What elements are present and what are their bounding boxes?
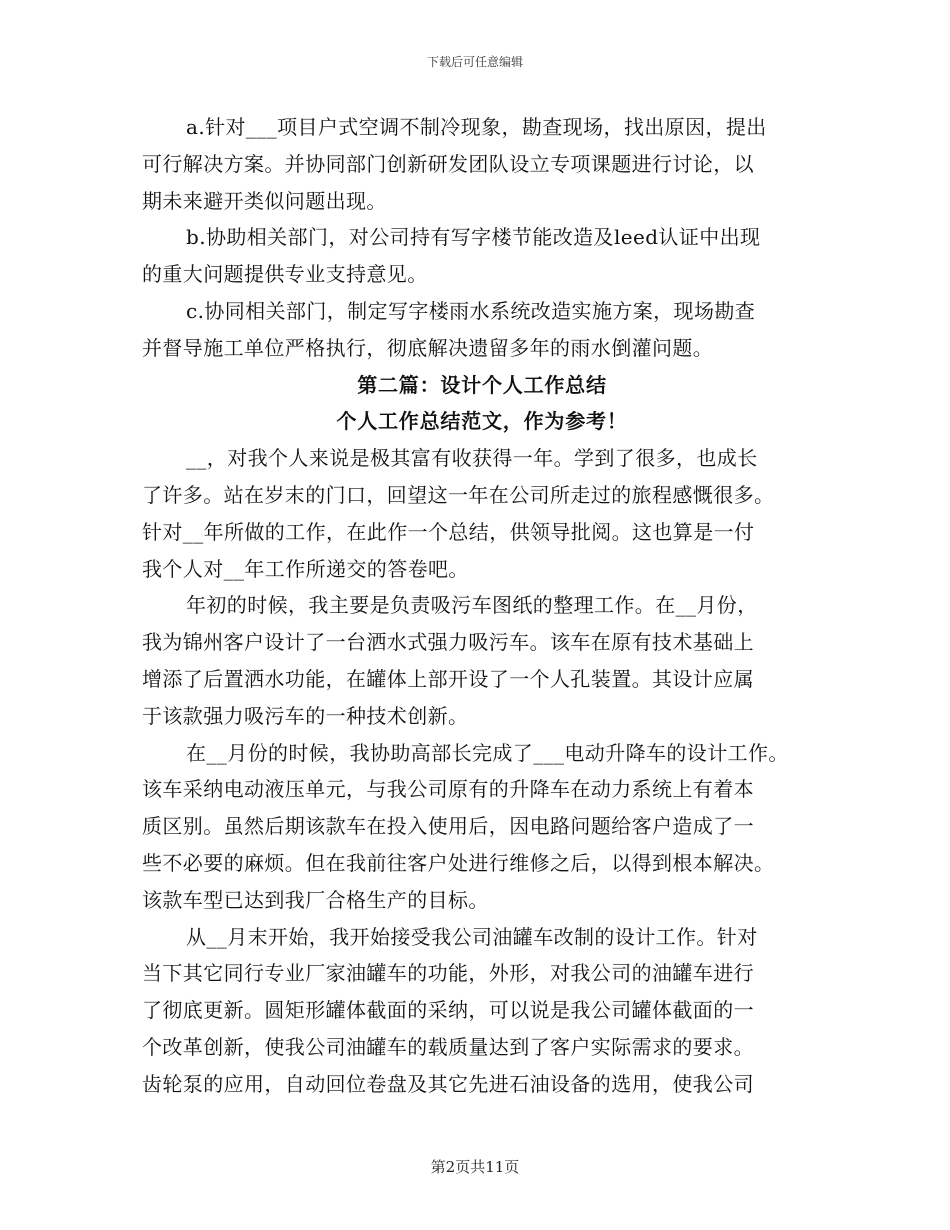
text-line: 在__月份的时候，我协助高部长完成了___电动升降车的设计工作。 — [186, 740, 789, 765]
text-line: 的重大问题提供专业支持意见。 — [142, 262, 428, 287]
text-line: 年初的时候，我主要是负责吸污车图纸的整理工作。在__月份， — [186, 593, 758, 618]
section-title: 第二篇：设计个人工作总结 — [357, 372, 607, 397]
text-line: 些不必要的麻烦。但在我前往客户处进行维修之后，以得到根本解决。 — [142, 850, 775, 875]
paragraph-c — [142, 293, 822, 367]
text-line: 质区别。虽然后期该款车在投入使用后，因电路问题给客户造成了一 — [142, 814, 754, 839]
body-paragraph-3 — [142, 735, 822, 919]
text-line: a.针对___项目户式空调不制冷现象，勘查现场，找出原因，提出 — [186, 115, 767, 139]
text-line: 当下其它同行专业厂家油罐车的功能，外形，对我公司的油罐车进行 — [142, 961, 754, 986]
text-line: 齿轮泵的应用，自动回位卷盘及其它先进石油设备的选用，使我公司 — [142, 1071, 754, 1096]
text-line: 期未来避开类似问题出现。 — [142, 188, 387, 213]
body-paragraph-1 — [142, 440, 822, 587]
text-line: __，对我个人来说是极其富有收获得一年。学到了很多，也成长 — [186, 446, 758, 471]
text-line: 该车采纳电动液压单元，与我公司原有的升降车在动力系统上有着本 — [142, 777, 754, 802]
text-line: 从__月末开始，我开始接受我公司油罐车改制的设计工作。针对 — [186, 924, 758, 949]
text-line: 可行解决方案。并协同部门创新研发团队设立专项课题进行讨论，以 — [142, 151, 754, 176]
page-header: 下载后可任意编辑 — [426, 55, 523, 69]
text-line: 于该款强力吸污车的一种技术创新。 — [142, 703, 469, 728]
section-subtitle: 个人工作总结范文，作为参考！ — [336, 409, 628, 434]
paragraph-a — [142, 109, 822, 219]
text-line: 了许多。站在岁末的门口，回望这一年在公司所走过的旅程感慨很多。 — [142, 482, 775, 507]
text-line: 增添了后置洒水功能，在罐体上部开设了一个人孔装置。其设计应属 — [142, 666, 754, 691]
text-line: 了彻底更新。圆矩形罐体截面的采纳，可以说是我公司罐体截面的一 — [142, 998, 754, 1023]
paragraph-b — [142, 219, 822, 293]
text-line: 并督导施工单位严格执行，彻底解决遗留多年的雨水倒灌问题。 — [142, 335, 714, 360]
body-paragraph-4 — [142, 919, 822, 1103]
body-paragraph-2 — [142, 587, 822, 734]
text-line: 我个人对__年工作所递交的答卷吧。 — [142, 556, 469, 581]
text-line: 我为锦州客户设计了一台洒水式强力吸污车。该车在原有技术基础上 — [142, 630, 754, 655]
document-body — [142, 109, 822, 1103]
text-line: c.协同相关部门，制定写字楼雨水系统改造实施方案，现场勘查 — [186, 298, 756, 323]
page-footer: 第2页共11页 — [430, 1158, 520, 1176]
text-line: 个改革创新，使我公司油罐车的载质量达到了客户实际需求的要求。 — [142, 1034, 754, 1059]
text-line: 针对__年所做的工作，在此作一个总结，供领导批阅。这也算是一付 — [142, 519, 755, 544]
text-line: 该款车型已达到我厂合格生产的目标。 — [142, 887, 489, 912]
text-line: b.协助相关部门，对公司持有写字楼节能改造及leed认证中出现 — [186, 225, 761, 250]
